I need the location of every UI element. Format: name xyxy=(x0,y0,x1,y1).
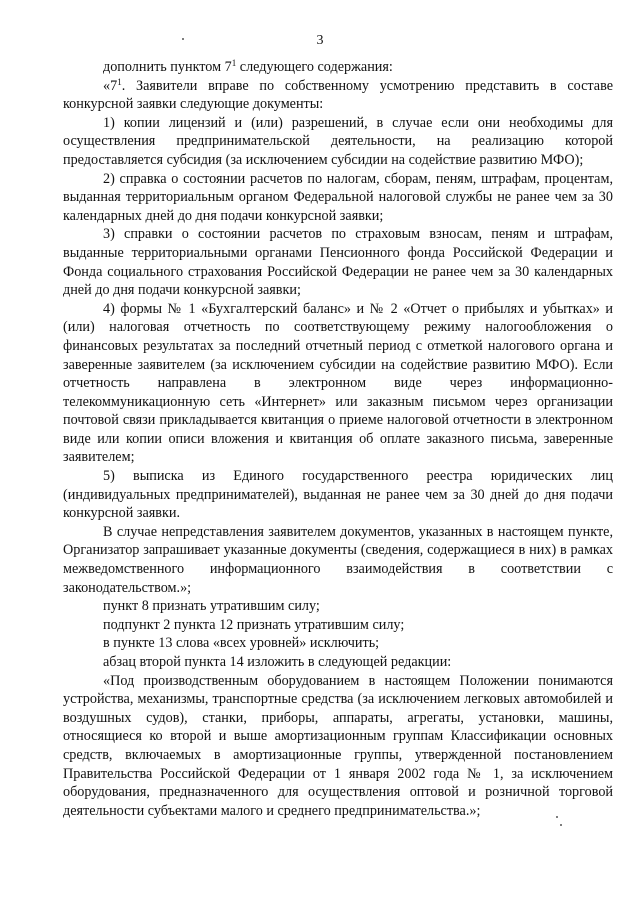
list-item-1: 1) копии лицензий и (или) разрешений, в случае если они необходимы для осуществления предпринимательской деятельности, на реализацию которой предоставляется субсидия (за исключением субсидии на содействие развитию МФО); xyxy=(63,114,613,168)
scan-speck xyxy=(556,816,558,818)
intro-text: дополнить пунктом 7 xyxy=(103,59,232,75)
intro-superscript: 1 xyxy=(231,58,237,68)
scan-speck xyxy=(182,38,184,40)
amendment-point-8: пункт 8 признать утратившим силу; xyxy=(103,598,320,615)
page-number: 3 xyxy=(316,33,324,48)
item-7-1-text: . Заявители вправе по собственному усмотрению представить в составе конкурсной заявки следующие документы: xyxy=(63,77,613,113)
item-7-1-paragraph xyxy=(63,77,613,114)
amendment-point-12: подпункт 2 пункта 12 признать утратившим силу; xyxy=(103,616,405,633)
intro-paragraph xyxy=(63,58,613,77)
amendment-point-13: в пункте 13 слова «всех уровней» исключить; xyxy=(103,635,380,652)
item-7-1-open: «7 xyxy=(103,77,118,94)
list-item-3: 3) справки о состоянии расчетов по страховым взносам, пеням и штрафам, выданные территориальными органами Пенсионного фонда Российской Федерации и Фонда социального страхования Российской Федерации не ранее чем за 30 календарных дней до дня подачи конкурсной заявки; xyxy=(63,226,613,299)
equipment-definition-paragraph: «Под производственным оборудованием в настоящем Положении понимаются устройства, механизмы, транспортные средства (за исключением легковых автомобилей и воздушных судов), станки, приборы, аппараты, агрегаты, установки, машины, относящиеся ко второй и выше амортизационным группам Классификации основных средств, включаемых в амортизационные группы, утвержденной постановлением Правительства Российской Федерации от 1 января 2002 года № 1, за исключением оборудования, предназначенного для осуществления оптовой и розничной торговой деятельности субъектами малого и среднего предпринимательства.»; xyxy=(63,672,613,819)
document-body xyxy=(63,58,613,820)
scan-speck xyxy=(560,824,562,826)
item-7-1-superscript: 1 xyxy=(117,76,122,87)
list-item-5: 5) выписка из Единого государственного реестра юридических лиц (индивидуальных предпринимателей), выданная не ранее чем за 30 дней до дня подачи конкурсной заявки. xyxy=(63,468,613,522)
list-item-4: 4) формы № 1 «Бухгалтерский баланс» и № 2 «Отчет о прибылях и убытках» и (или) налоговая отчетность по соответствующему режиму налогообложения о финансовых результатах за последний отчетный период с отметкой налогового органа и заверенные заявителем (за исключением субсидии на содействие развитию МФО). Если отчетность направлена в электронном виде через информационно-телекоммуникационную сеть «Интернет» или заказным письмом через организации почтовой связи прикладывается квитанция о приеме налоговой отчетности в электронном виде или копии описи вложения и квитанция об оплате заказного письма, заверенные заявителем; xyxy=(63,300,613,466)
non-submission-paragraph: В случае непредставления заявителем документов, указанных в настоящем пункте, Организатор запрашивает указанные документы (сведения, содержащиеся в них) в рамках межведомственного информационного взаимодействия в соответствии с законодательством.»; xyxy=(63,523,613,596)
intro-text-end: следующего содержания: xyxy=(236,59,393,75)
amendment-point-14: абзац второй пункта 14 изложить в следующей редакции: xyxy=(103,654,452,670)
list-item-2: 2) справка о состоянии расчетов по налогам, сборам, пеням, штрафам, процентам, выданная территориальным органом Федеральной налоговой службы не ранее чем за 30 календарных дней до дня подачи конкурсной заявки; xyxy=(63,170,613,224)
